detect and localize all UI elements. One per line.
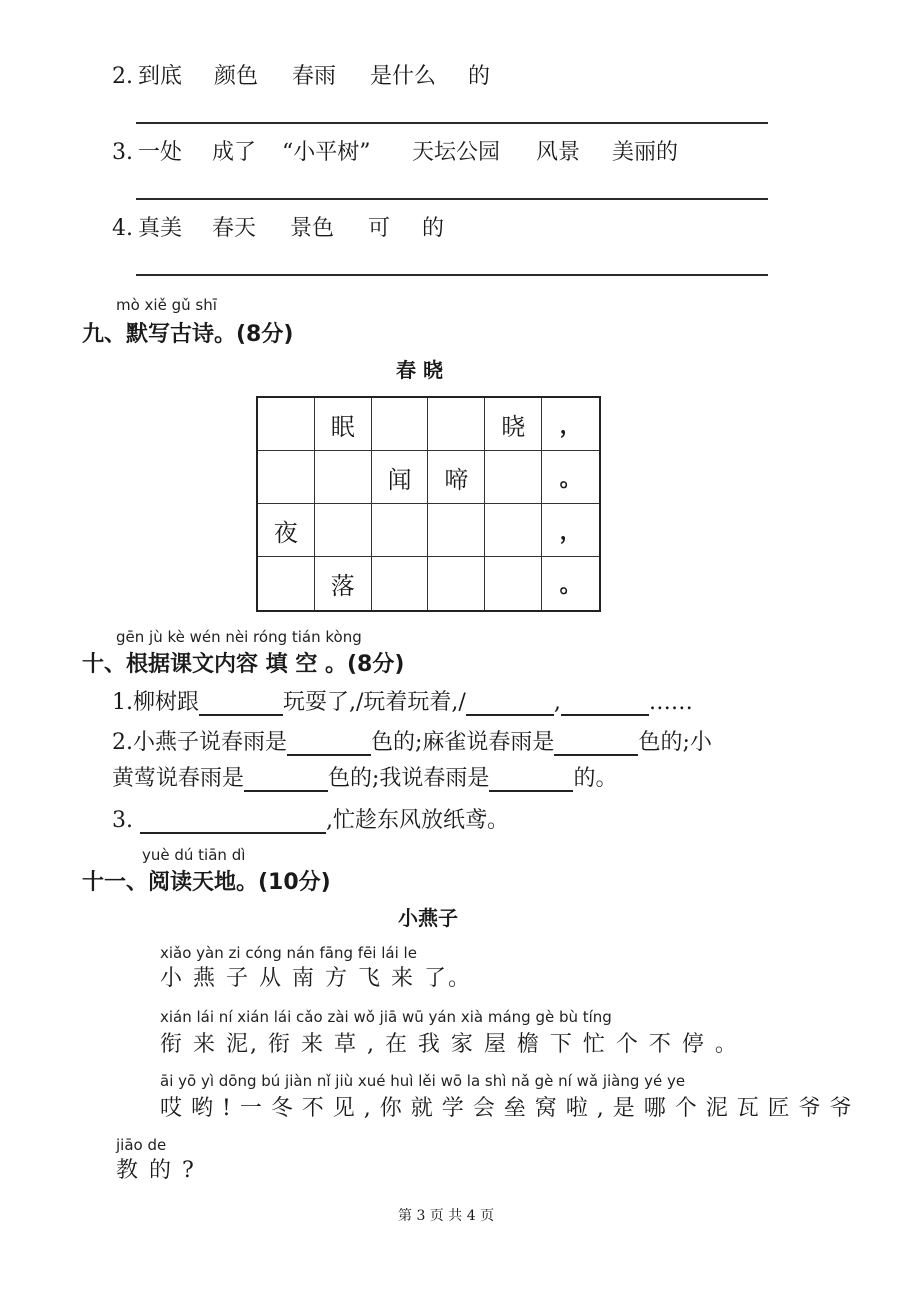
poem-cell[interactable]: [372, 557, 429, 610]
answer-line[interactable]: [136, 274, 768, 276]
passage-pinyin: āi yō yì dōng bú jiàn nǐ jiù xué huì lěi wō la shì nǎ gè ní wǎ jiàng yé ye: [160, 1072, 686, 1090]
word-card: 可: [368, 216, 391, 241]
passage-line: 衔 来 泥, 衔 来 草 , 在 我 家 屋 檐 下 忙 个 不 停 。: [160, 1032, 739, 1057]
section9-heading: 九、默写古诗。(8分): [82, 322, 294, 347]
passage-line: 小 燕 子 从 南 方 飞 来 了。: [160, 966, 472, 991]
word-card: 是什么: [370, 64, 437, 89]
poem-cell[interactable]: [258, 557, 315, 610]
q-text: 的。: [573, 766, 618, 791]
word-card: 天坛公园: [412, 140, 501, 165]
poem-punct: 。: [542, 451, 599, 504]
passage-pinyin: jiāo de: [116, 1136, 167, 1154]
word-card: 美丽的: [612, 140, 679, 165]
word-card: “小平树”: [282, 140, 371, 165]
word-card: 风景: [536, 140, 581, 165]
ordering-item-4: [112, 216, 732, 242]
poem-cell[interactable]: [258, 451, 315, 504]
q-number: 3.: [112, 808, 133, 833]
poem-cell[interactable]: [372, 504, 429, 557]
fill-q2: [112, 730, 712, 756]
fill-blank[interactable]: [287, 734, 371, 756]
word-card: 成了: [212, 140, 257, 165]
fill-q1: [112, 690, 693, 716]
poem-cell: 眠: [315, 398, 372, 451]
q-text: ,忙趁东风放纸鸢。: [326, 808, 509, 833]
poem-cell[interactable]: [428, 504, 485, 557]
poem-cell: 闻: [372, 451, 429, 504]
word-card: 一处: [138, 140, 183, 165]
poem-cell[interactable]: [428, 398, 485, 451]
section10-heading: 十、根据课文内容 填 空 。(8分): [82, 652, 405, 677]
poem-grid: [256, 396, 601, 612]
ordering-item-2: [112, 64, 732, 90]
poem-punct: ，: [542, 504, 599, 557]
q-text: ,: [553, 690, 561, 715]
word-card: 的: [422, 216, 445, 241]
fill-blank[interactable]: [466, 694, 554, 716]
q-text: 色的;麻雀说春雨是: [371, 730, 555, 755]
item-number: 2.: [112, 64, 133, 89]
poem-title: 春 晓: [396, 358, 443, 382]
section10-pinyin: gēn jù kè wén nèi róng tián kòng: [116, 628, 362, 646]
fill-blank[interactable]: [554, 734, 638, 756]
poem-cell: 啼: [428, 451, 485, 504]
answer-line[interactable]: [136, 122, 768, 124]
fill-blank[interactable]: [140, 812, 326, 834]
q-text: 黄莺说春雨是: [112, 766, 245, 791]
poem-cell: 晓: [485, 398, 542, 451]
word-card: 的: [468, 64, 491, 89]
page-footer: 第 3 页 共 4 页: [398, 1208, 495, 1224]
poem-cell[interactable]: [258, 398, 315, 451]
item-number: 4.: [112, 216, 133, 241]
word-card: 颜色: [214, 64, 259, 89]
q-text: 柳树跟: [133, 690, 200, 715]
passage-line: 教 的 ?: [116, 1158, 196, 1183]
poem-cell[interactable]: [485, 504, 542, 557]
fill-q3: [112, 808, 509, 834]
q-number: 2.: [112, 730, 133, 755]
ordering-item-3: [112, 140, 732, 166]
fill-blank[interactable]: [244, 770, 328, 792]
poem-cell[interactable]: [372, 398, 429, 451]
q-text: 色的;我说春雨是: [328, 766, 490, 791]
word-card: 春雨: [292, 64, 337, 89]
poem-cell[interactable]: [315, 451, 372, 504]
poem-cell: 落: [315, 557, 372, 610]
passage-title: 小燕子: [398, 906, 458, 930]
q-text: ……: [648, 690, 693, 715]
poem-cell[interactable]: [485, 557, 542, 610]
passage-pinyin: xiǎo yàn zi cóng nán fāng fēi lái le: [160, 944, 417, 962]
answer-line[interactable]: [136, 198, 768, 200]
word-card: 到底: [138, 64, 183, 89]
poem-punct: 。: [559, 572, 582, 598]
poem-cell[interactable]: [428, 557, 485, 610]
fill-q2-cont: [112, 766, 617, 792]
section11-pinyin: yuè dú tiān dì: [142, 846, 246, 864]
q-text: 玩耍了,/玩着玩着,/: [283, 690, 466, 715]
fill-blank[interactable]: [199, 694, 283, 716]
word-card: 春天: [212, 216, 257, 241]
q-number: 1.: [112, 690, 133, 715]
q-text: 小燕子说春雨是: [133, 730, 288, 755]
fill-blank[interactable]: [561, 694, 649, 716]
poem-cell: 夜: [258, 504, 315, 557]
passage-line: 哎 哟 ! 一 冬 不 见 , 你 就 学 会 垒 窝 啦 , 是 哪 个 泥 瓦 匠 爷 爷: [160, 1096, 853, 1121]
fill-blank[interactable]: [489, 770, 573, 792]
word-card: 真美: [138, 216, 183, 241]
poem-punct: ，: [542, 398, 599, 451]
poem-cell[interactable]: [315, 504, 372, 557]
q-text: 色的;小: [638, 730, 712, 755]
passage-pinyin: xián lái ní xián lái cǎo zài wǒ jiā wū yán xià máng gè bù tíng: [160, 1008, 612, 1026]
word-card: 景色: [290, 216, 335, 241]
item-number: 3.: [112, 140, 133, 165]
poem-cell[interactable]: [485, 451, 542, 504]
section9-pinyin: mò xiě gǔ shī: [116, 296, 217, 314]
section11-heading: 十一、阅读天地。(10分): [82, 870, 331, 895]
